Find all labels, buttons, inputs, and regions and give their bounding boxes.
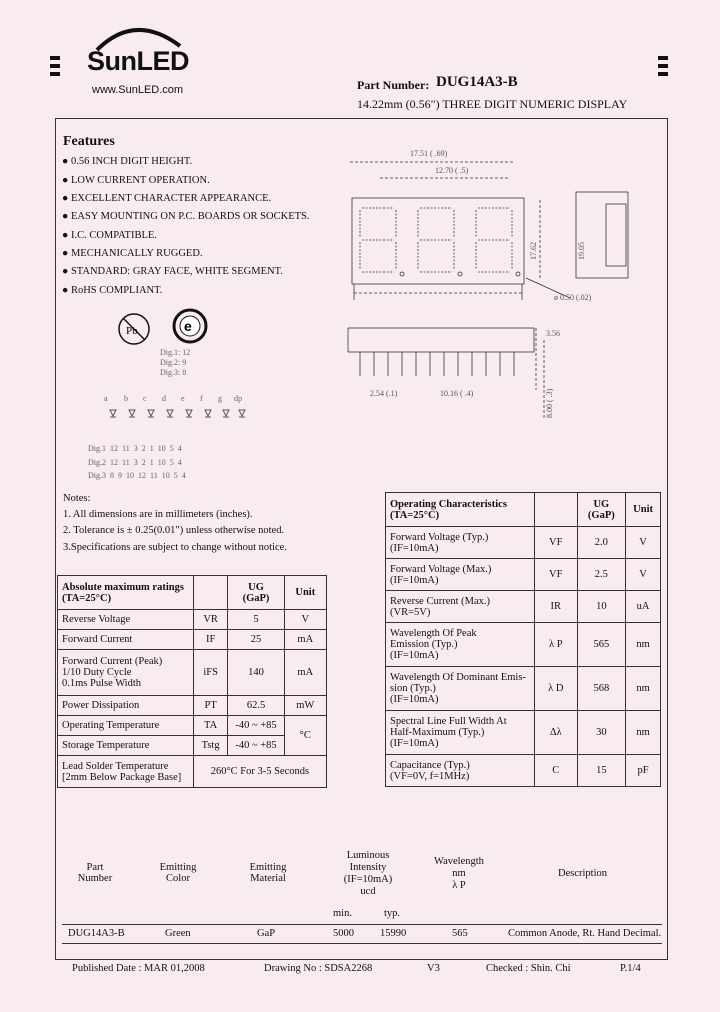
pin-diode-icons: [108, 408, 248, 422]
package-drawing: [340, 140, 660, 430]
part-row-wavelength: 565: [452, 928, 468, 939]
svg-text:12.70 ( .5): 12.70 ( .5): [435, 166, 469, 175]
table-row: Spectral Line Full Width At Half-Maximum (Typ.) (IF=10mA) Δλ 30 nm: [386, 711, 661, 755]
table-row: Forward Voltage (Typ.) (IF=10mA) VF 2.0 V: [386, 527, 661, 559]
svg-text:17.62: 17.62: [529, 242, 538, 260]
pin-note: Dig.3: 8: [160, 368, 187, 377]
col-header-wavelength: Wavelength nm λ P: [434, 856, 484, 891]
corner-mark-right: [658, 72, 668, 76]
corner-mark-right: [658, 64, 668, 68]
pin-letter: c: [143, 394, 147, 403]
svg-text:Pb: Pb: [126, 325, 138, 337]
pin-letter: f: [200, 394, 203, 403]
table-row: Storage Temperature Tstg -40 ~ +85: [58, 736, 327, 756]
pin-note: Dig.2: 9: [160, 358, 187, 367]
pin-letter: e: [181, 394, 185, 403]
table-row: Lead Solder Temperature [2mm Below Package Base] 260°C For 3-5 Seconds: [58, 756, 327, 788]
footer-drawing: Drawing No : SDSA2268: [264, 963, 373, 974]
svg-text:19.05: 19.05: [577, 242, 586, 260]
table-row: Wavelength Of Dominant Emis- sion (Typ.) (IF=10mA) λ D 568 nm: [386, 667, 661, 711]
features-title: Features: [63, 134, 115, 149]
feature-item: ● 0.56 INCH DIGIT HEIGHT.: [62, 156, 193, 167]
svg-text:2.54 (.1): 2.54 (.1): [370, 389, 398, 398]
part-row-description: Common Anode, Rt. Hand Decimal.: [508, 928, 662, 939]
pin-letter: d: [162, 394, 166, 403]
col-header-description: Description: [558, 868, 607, 879]
pin-letter: g: [218, 394, 222, 403]
feature-item: ● MECHANICALLY RUGGED.: [62, 248, 203, 259]
table-row: Capacitance (Typ.) (VF=0V, f=1MHz) C 15 pF: [386, 755, 661, 787]
footer-published: Published Date : MAR 01,2008: [72, 963, 205, 974]
brand-logo: SunLED: [87, 46, 189, 76]
pin-row: Dig.3 8 9 10 12 11 10 5 4: [88, 471, 186, 480]
feature-item: ● EXCELLENT CHARACTER APPEARANCE.: [62, 193, 272, 204]
note-item: 1. All dimensions are in millimeters (inches).: [63, 509, 253, 520]
table-row: Wavelength Of Peak Emission (Typ.) (IF=10mA) λ P 565 nm: [386, 623, 661, 667]
footer-page: P.1/4: [620, 963, 641, 974]
part-row-color: Green: [165, 928, 191, 939]
table-row: Forward Voltage (Max.) (IF=10mA) VF 2.5 V: [386, 559, 661, 591]
table-row: Power Dissipation PT 62.5 mW: [58, 696, 327, 716]
feature-item: ● EASY MOUNTING ON P.C. BOARDS OR SOCKETS.: [62, 211, 310, 222]
col-header-part: Part Number: [77, 862, 113, 884]
part-row-typ: 15990: [380, 928, 407, 939]
part-number: DUG14A3-B: [436, 74, 518, 90]
pin-note: Dig.1: 12: [160, 348, 191, 357]
absolute-max-ratings-table: Absolute maximum ratings (TA=25°C) UG (GaP) Unit Reverse Voltage VR 5 V Forward Current IF 25 mA Forward Current (Peak) 1/10 Duty Cycle 0.1ms Pulse Width iFS 140 mA Power Dissipation PT 62.5 mW Operating Temperature TA -40 ~ +85 °C Storage Temperature Tstg -40 ~ +85 Lead Solder Temperature [2mm Below Package Base] 260°C For 3-5 Seconds: [57, 575, 327, 788]
corner-mark-left: [50, 72, 60, 76]
pin-row: Dig.1 12 11 3 2 1 10 5 4: [88, 444, 182, 453]
svg-text:8.00 ( .3): 8.00 ( .3): [545, 388, 554, 418]
brand-url: www.SunLED.com: [92, 84, 184, 96]
part-row-min: 5000: [333, 928, 354, 939]
page-subtitle: 14.22mm (0.56") THREE DIGIT NUMERIC DISPLAY: [357, 97, 628, 111]
svg-text:17.51 ( .69): 17.51 ( .69): [410, 149, 448, 158]
divider: [62, 943, 662, 944]
table-title: Absolute maximum ratings: [62, 581, 184, 593]
svg-text:10.16 ( .4): 10.16 ( .4): [440, 389, 474, 398]
pin-letter: a: [104, 394, 108, 403]
feature-item: ● LOW CURRENT OPERATION.: [62, 175, 210, 186]
feature-item: ● STANDARD: GRAY FACE, WHITE SEGMENT.: [62, 266, 283, 277]
corner-mark-right: [658, 56, 668, 60]
note-item: 2. Tolerance is ± 0.25(0.01") unless otherwise noted.: [63, 525, 285, 536]
table-row: Reverse Voltage VR 5 V: [58, 610, 327, 630]
table-row: Operating Temperature TA -40 ~ +85 °C: [58, 716, 327, 736]
feature-item: ● RoHS COMPLIANT.: [62, 285, 163, 296]
pin-letter: b: [124, 394, 128, 403]
footer-version: V3: [427, 963, 440, 974]
pin-row: Dig.2 12 11 3 2 1 10 5 4: [88, 458, 182, 467]
rohs-e-icon: [172, 308, 208, 344]
note-item: 3.Specifications are subject to change without notice.: [63, 542, 287, 553]
part-row-material: GaP: [257, 928, 276, 939]
feature-item: ● I.C. COMPATIBLE.: [62, 230, 157, 241]
col-header-color: Emitting Color: [159, 862, 197, 884]
operating-characteristics-table: Operating Characteristics (TA=25°C) UG (GaP) Unit Forward Voltage (Typ.) (IF=10mA) VF 2.0 V Forward Voltage (Max.) (IF=10mA) VF 2.5 V Reverse Current (Max.) (VR=5V) IR 10 uA Wavelength Of Peak Emission (Typ.) (IF=10mA) λ P 565 nm Wavelength Of Dominant Emis- sion (Typ.) (IF=10mA) λ D 568 nm Spectral Line Full Width At Half-Maximum (Typ.) (IF=10mA) Δλ 30 nm Capacitance (Typ.) (VF=0V, f=1MHz) C 15 pF: [385, 492, 661, 787]
notes-title: Notes:: [63, 493, 91, 504]
svg-text:3.56: 3.56: [546, 329, 560, 338]
table-row: Forward Current (Peak) 1/10 Duty Cycle 0.1ms Pulse Width iFS 140 mA: [58, 650, 327, 696]
pin-letter: dp: [234, 394, 242, 403]
col-header-luminous: Luminous Intensity (IF=10mA) ucd: [343, 850, 393, 897]
corner-mark-left: [50, 64, 60, 68]
footer-checked: Checked : Shin. Chi: [486, 963, 571, 974]
col-header-typ: typ.: [384, 908, 401, 919]
pb-free-icon: [117, 312, 151, 346]
corner-mark-left: [50, 56, 60, 60]
col-header-material: Emitting Material: [249, 862, 287, 884]
table-row: Forward Current IF 25 mA: [58, 630, 327, 650]
divider: [62, 924, 662, 925]
table-row: Reverse Current (Max.) (VR=5V) IR 10 uA: [386, 591, 661, 623]
table-title: Operating Characteristics: [390, 498, 507, 510]
svg-text:e: e: [184, 318, 192, 334]
part-row-number: DUG14A3-B: [68, 928, 125, 939]
col-header-min: min.: [333, 908, 352, 919]
svg-text:ø 0.50 (.02): ø 0.50 (.02): [554, 293, 592, 302]
part-number-label: Part Number:: [357, 78, 430, 92]
